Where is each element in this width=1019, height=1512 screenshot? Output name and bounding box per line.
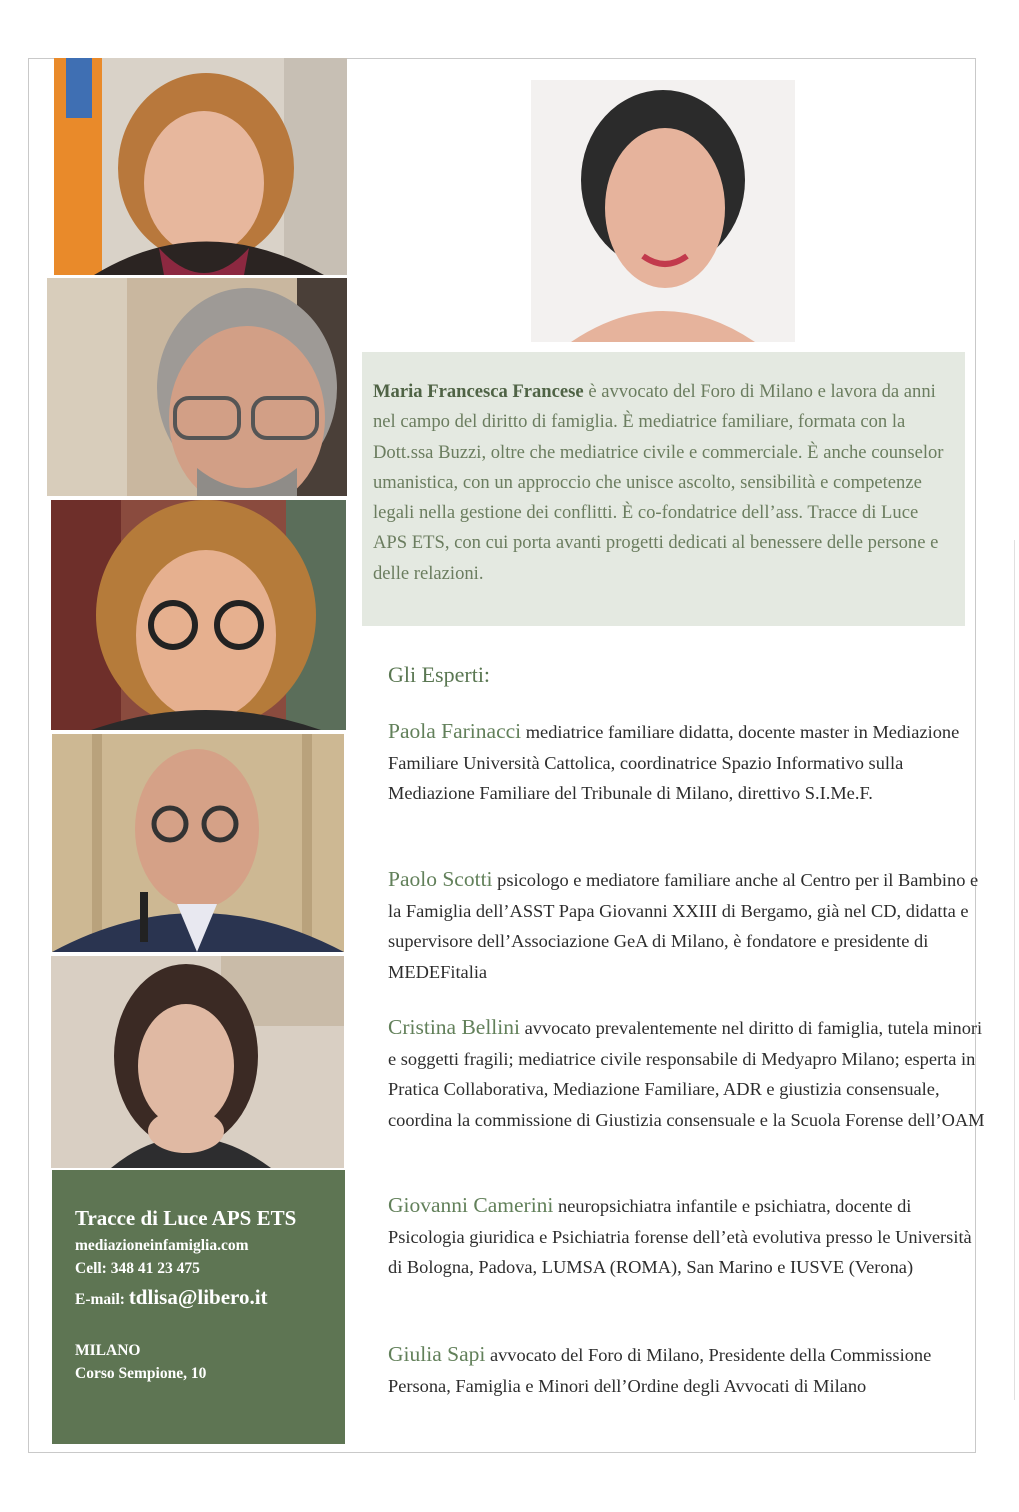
city: MILANO xyxy=(75,1342,141,1359)
expert-entry xyxy=(388,864,988,987)
featured-portrait-photo xyxy=(531,80,795,342)
expert-description: avvocato del Foro di Milano, Presidente della Commissione Persona, Famiglia e Minori dell’Ordine degli Avvocati di Milano xyxy=(388,1345,932,1396)
address: Corso Sempione, 10 xyxy=(75,1365,207,1382)
website-link[interactable]: mediazioneinfamiglia.com xyxy=(75,1237,249,1254)
expert-name: Paola Farinacci xyxy=(388,719,522,743)
expert-entry xyxy=(388,1012,988,1135)
portrait-photo xyxy=(51,956,344,1168)
association-name: Tracce di Luce APS ETS xyxy=(75,1206,297,1230)
cell-number: Cell: 348 41 23 475 xyxy=(75,1260,200,1277)
experts-heading: Gli Esperti: xyxy=(388,662,491,687)
expert-description: mediatrice familiare didatta, docente master in Mediazione Familiare Università Cattolica, coordinatrice Spazio Informativo sulla Mediazione Familiare del Tribunale di Milano, direttivo S.I.Me.F. xyxy=(388,722,960,803)
email-link[interactable]: tdlisa@libero.it xyxy=(128,1285,268,1309)
expert-name: Giovanni Camerini xyxy=(388,1193,554,1217)
expert-name: Giulia Sapi xyxy=(388,1342,486,1366)
featured-name: Maria Francesca Francese xyxy=(373,381,584,402)
portrait-photo xyxy=(54,58,347,275)
expert-name: Paolo Scotti xyxy=(388,867,493,891)
expert-entry xyxy=(388,716,988,809)
expert-description: psicologo e mediatore familiare anche al Centro per il Bambino e la Famiglia dell’ASST Papa Giovanni XXIII di Bergamo, già nel CD, didatta e supervisore dell’Associazione GeA di Milano, è fondatore e presidente di MEDEFitalia xyxy=(388,870,979,982)
portrait-photo xyxy=(51,500,346,730)
expert-entry xyxy=(388,1339,988,1401)
email-line xyxy=(75,1280,335,1317)
contact-box xyxy=(52,1170,345,1444)
expert-description: neuropsichiatra infantile e psichiatra, docente di Psicologia giuridica e Psichiatria forense dell’età evolutiva presso le Università di Bologna, Padova, LUMSA (ROMA), San Marino e IUSVE (Verona) xyxy=(388,1196,972,1277)
portrait-photo xyxy=(47,278,347,496)
email-label: E-mail: xyxy=(75,1291,125,1308)
page-edge-rule xyxy=(1014,540,1015,1400)
expert-description: avvocato prevalentemente nel diritto di famiglia, tutela minori e soggetti fragili; mediatrice civile responsabile di Medyapro Milano; esperta in Pratica Collaborativa, Mediazione Familiare, ADR e giustizia consensuale, coordina la commissione di Giustizia consensuale e la Scuola Forense dell’OAM xyxy=(388,1018,985,1130)
expert-entry xyxy=(388,1190,988,1283)
featured-bio-text: è avvocato del Foro di Milano e lavora da anni nel campo del diritto di famiglia. È mediatrice familiare, formata con la Dott.ssa Buzzi, oltre che mediatrice civile e commerciale. È anche counselor umanistica, con un approccio che unisce ascolto, sensibilità e competenze legali nella gestione dei conflitti. È co-fondatrice dell’ass. Tracce di Luce APS ETS, con cui porta avanti progetti dedicati al benessere delle persone e delle relazioni. xyxy=(373,381,944,584)
expert-name: Cristina Bellini xyxy=(388,1015,520,1039)
featured-bio-box xyxy=(362,352,965,626)
portrait-photo xyxy=(52,734,344,952)
